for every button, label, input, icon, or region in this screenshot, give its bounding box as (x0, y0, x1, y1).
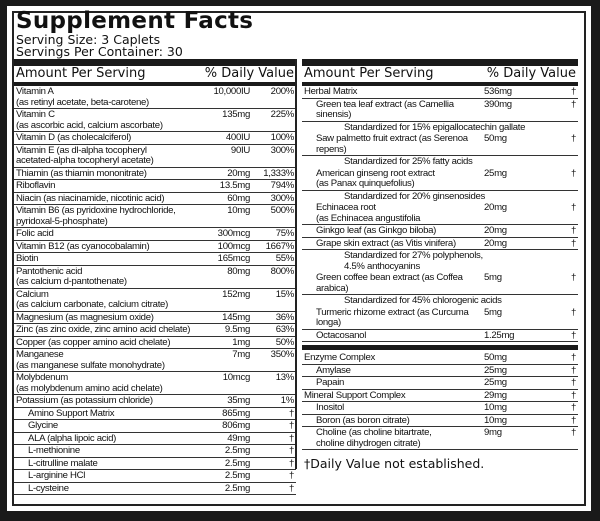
nutrient-row (14, 193, 296, 206)
nutrient-dv: † (570, 306, 576, 318)
nutrient-row (14, 132, 296, 145)
nutrient-amount: 300mcg (217, 228, 250, 239)
nutrient-amount: 135mg (222, 109, 250, 120)
nutrient-name: Boron (as boron citrate) (316, 414, 410, 426)
nutrient-name: Grape skin extract (as Vitis vinifera) (316, 237, 456, 249)
nutrient-dv: 300% (270, 192, 294, 204)
nutrient-name: Amylase (316, 364, 351, 376)
nutrient-name: L-arginine HCl (28, 470, 86, 481)
nutrient-amount: 9mg (484, 427, 502, 438)
nutrient-amount: 50mg (484, 352, 507, 363)
nutrient-row (302, 86, 578, 99)
herbal-matrix-list (302, 86, 578, 342)
nutrient-amount: 5mg (484, 272, 502, 283)
standardization-note: Standardized for 25% fatty acids (344, 156, 473, 167)
nutrient-dv: 500% (270, 205, 294, 216)
nutrient-amount: 865mg (222, 407, 250, 419)
nutrient-name: Vitamin A (as retinyl acetate, beta-carotene) (16, 86, 149, 108)
nutrient-row (14, 312, 296, 325)
nutrient-amount: 10mg (227, 205, 250, 216)
nutrient-name: Zinc (as zinc oxide, zinc amino acid chelate) (16, 324, 191, 335)
nutrient-source: (as molybdenum amino acid chelate) (16, 382, 163, 394)
nutrient-dv: 800% (270, 265, 294, 277)
nutrient-dv: † (570, 237, 576, 249)
nutrient-row (302, 402, 578, 415)
nutrient-row (14, 228, 296, 241)
nutrient-name: L-cysteine (28, 482, 69, 494)
nutrient-row (14, 86, 296, 109)
nutrient-amount: 2.5mg (224, 445, 250, 456)
nutrient-dv: † (288, 420, 294, 431)
nutrient-row (14, 433, 296, 446)
nutrient-dv: † (288, 470, 294, 481)
nutrient-name: L-citrulline malate (28, 457, 98, 469)
nutrient-source: (as Echinacea angustifolia (316, 212, 421, 224)
nutrient-amount: 536mg (484, 86, 512, 97)
nutrient-name: L-methionine (28, 445, 80, 456)
nutrient-amount: 90IU (230, 144, 250, 156)
nutrient-amount: 2.5mg (224, 470, 250, 481)
nutrient-amount: 5mg (484, 306, 502, 318)
nutrient-row (14, 349, 296, 372)
nutrient-row (14, 241, 296, 254)
nutrient-row (302, 427, 578, 450)
nutrient-row (14, 420, 296, 433)
nutrient-name: Biotin (16, 253, 39, 264)
nutrient-dv: † (570, 329, 576, 341)
nutrient-amount: 10,000IU (213, 86, 250, 97)
nutrient-dv: 55% (275, 253, 294, 264)
footnote: †Daily Value not established. (304, 456, 485, 471)
nutrient-dv: 1667% (265, 240, 294, 252)
nutrient-dv: † (288, 482, 294, 494)
nutrient-name: Vitamin D (as cholecalciferol) (16, 132, 132, 143)
nutrient-name: Inositol (316, 402, 344, 413)
nutrient-dv: † (570, 202, 576, 213)
nutrient-name: Green tea leaf extract (as Camellia sinensis) (316, 98, 454, 120)
nutrient-name: Echinacea root (as Echinacea angustifolia (316, 202, 421, 224)
thick-divider (302, 345, 578, 350)
nutrient-source: (as calcium carbonate, calcium citrate) (16, 299, 168, 310)
nutrient-amount: 25mg (484, 364, 507, 376)
nutrient-dv: 350% (270, 349, 294, 360)
nutrient-name: Vitamin B12 (as cyanocobalamin) (16, 240, 150, 252)
supplement-facts-label (7, 6, 591, 511)
nutrient-row (14, 408, 296, 421)
nutrient-source: (as calcium d-pantothenate) (16, 276, 127, 287)
nutrient-dv: † (570, 427, 576, 438)
nutrient-dv: † (570, 389, 576, 401)
nutrient-name: Papain (316, 377, 345, 388)
nutrient-dv: † (570, 377, 576, 388)
nutrient-row (14, 145, 296, 168)
column-divider (295, 59, 297, 469)
nutrient-name: ALA (alpha lipoic acid) (28, 432, 117, 444)
nutrient-amount: 20mg (484, 202, 507, 213)
nutrient-dv: † (570, 414, 576, 426)
thick-divider (14, 59, 296, 66)
nutrient-row (14, 253, 296, 266)
nutrient-dv: 225% (270, 109, 294, 120)
nutrient-amount: 10mcg (222, 372, 250, 383)
nutrient-amount: 25mg (484, 377, 507, 388)
nutrient-amount: 390mg (484, 98, 512, 110)
nutrient-name: Saw palmetto fruit extract (as Serenoa repens) (316, 133, 468, 155)
nutrient-source: acetated-alpha tocopheryl acetate) (16, 155, 154, 166)
nutrient-row (14, 168, 296, 181)
nutrient-name: Niacin (as niacinamide, nicotinic acid) (16, 192, 165, 204)
vitamin-mineral-list (14, 86, 296, 408)
nutrient-amount: 10mg (484, 414, 507, 426)
nutrient-dv: 100% (270, 132, 294, 143)
nutrient-row (302, 99, 578, 122)
nutrient-name: Glycine (28, 420, 58, 431)
thick-divider (302, 59, 578, 66)
amount-header: Amount Per Serving (304, 66, 434, 81)
nutrient-name: American ginseng root extract (as Panax quinquefolius) (316, 167, 435, 189)
nutrient-amount: 2.5mg (224, 482, 250, 494)
nutrient-amount: 50mg (484, 133, 507, 144)
nutrient-row (302, 272, 578, 295)
nutrient-row (302, 377, 578, 390)
nutrient-amount: 20mg (484, 225, 507, 236)
nutrient-amount: 100mcg (217, 240, 250, 252)
nutrient-dv: † (570, 352, 576, 363)
nutrient-amount: 9.5mg (224, 324, 250, 335)
nutrient-dv: † (570, 133, 576, 144)
nutrient-dv: 200% (270, 86, 294, 97)
serving-size: Serving Size: 3 Caplets (16, 32, 161, 47)
standardization-note: Standardized for 27% polyphenols, 4.5% anthocyanins (344, 250, 483, 272)
standardization-note: Standardized for 45% chlorogenic acids (344, 295, 502, 306)
nutrient-row (14, 372, 296, 395)
complex-list (302, 352, 578, 450)
nutrient-row (14, 266, 296, 289)
nutrient-name: Choline (as choline bitartrate, choline dihydrogen citrate) (316, 427, 432, 449)
nutrient-row (302, 202, 578, 225)
standardization-note: Standardized for 20% ginsenosides (344, 190, 486, 202)
nutrient-row (14, 289, 296, 312)
nutrient-dv: 63% (275, 324, 294, 335)
amount-header: Amount Per Serving (16, 66, 146, 81)
nutrient-name: Pantothenic acid (as calcium d-pantothenate) (16, 265, 127, 287)
nutrient-amount: 20mg (484, 237, 507, 249)
nutrient-amount: 20mg (227, 167, 250, 179)
nutrient-row (302, 133, 578, 156)
nutrient-name: Thiamin (as thiamin mononitrate) (16, 167, 147, 179)
column-header (302, 66, 578, 86)
nutrient-amount: 400IU (225, 132, 250, 143)
nutrient-name: Amino Support Matrix (28, 407, 115, 419)
nutrient-dv: † (570, 364, 576, 376)
nutrient-row (14, 395, 296, 408)
nutrient-row (302, 225, 578, 238)
nutrient-dv: † (570, 98, 576, 110)
nutrient-source: pyridoxal-5-phosphate) (16, 215, 108, 227)
nutrient-source: (as retinyl acetate, beta-carotene) (16, 96, 149, 108)
nutrient-dv: † (288, 407, 294, 419)
dv-header: % Daily Value (486, 66, 576, 81)
nutrient-row (14, 470, 296, 483)
nutrient-source: (as Panax quinquefolius) (316, 178, 415, 189)
nutrient-amount: 13.5mg (219, 180, 250, 191)
servings-per-container: Servings Per Container: 30 (16, 44, 183, 59)
label-title: Supplement Facts (16, 8, 254, 34)
nutrient-name: Enzyme Complex (304, 352, 375, 363)
nutrient-row (302, 415, 578, 428)
nutrient-amount: 80mg (227, 265, 250, 277)
nutrient-name: Mineral Support Complex (304, 389, 406, 401)
nutrient-name: Vitamin E (as dl-alpha tocopheryl acetated-alpha tocopheryl acetate) (16, 144, 154, 166)
nutrient-dv: 75% (275, 228, 294, 239)
nutrient-amount: 7mg (232, 349, 250, 360)
nutrient-amount: 145mg (222, 311, 250, 323)
nutrient-dv: † (570, 402, 576, 413)
nutrient-row (14, 205, 296, 228)
nutrient-dv: 36% (275, 311, 294, 323)
nutrient-name: Potassium (as potassium chloride) (16, 395, 153, 406)
dv-header: % Daily Value (204, 66, 294, 81)
nutrient-dv: † (570, 86, 576, 97)
nutrient-dv: 15% (275, 288, 294, 300)
nutrient-name: Turmeric rhizome extract (as Curcuma longa) (316, 306, 469, 328)
nutrient-amount: 29mg (484, 389, 507, 401)
right-column (302, 59, 578, 471)
nutrient-dv: † (570, 167, 576, 179)
nutrient-amount: 806mg (222, 420, 250, 431)
nutrient-row (14, 483, 296, 496)
nutrient-row (302, 352, 578, 365)
nutrient-dv: 1% (280, 395, 294, 406)
nutrient-amount: 10mg (484, 402, 507, 413)
nutrient-row (302, 238, 578, 251)
nutrient-amount: 152mg (222, 288, 250, 300)
nutrient-row (14, 445, 296, 458)
nutrient-dv: 300% (270, 144, 294, 156)
nutrient-amount: 2.5mg (224, 457, 250, 469)
nutrient-row (302, 390, 578, 403)
nutrient-dv: † (288, 445, 294, 456)
nutrient-name: Riboflavin (16, 180, 56, 191)
nutrient-name: Ginkgo leaf (as Ginkgo biloba) (316, 225, 437, 236)
nutrient-row (14, 109, 296, 132)
nutrient-dv: 1,333% (263, 167, 294, 179)
nutrient-name: Vitamin B6 (as pyridoxine hydrochloride, pyridoxal-5-phosphate) (16, 205, 176, 227)
left-column (14, 59, 296, 495)
nutrient-name: Manganese (as manganese sulfate monohydrate) (16, 349, 165, 371)
nutrient-amount: 1mg (232, 336, 250, 348)
nutrient-row (14, 324, 296, 337)
nutrient-dv: † (288, 457, 294, 469)
standardization-note: Standardized for 15% epigallocatechin gallate (344, 121, 526, 133)
nutrient-row (302, 168, 578, 191)
nutrient-row (302, 307, 578, 330)
nutrient-source: (as ascorbic acid, calcium ascorbate) (16, 119, 163, 131)
nutrient-amount: 165mcg (217, 253, 250, 264)
nutrient-source: (as manganese sulfate monohydrate) (16, 359, 165, 371)
nutrient-dv: 13% (275, 372, 294, 383)
nutrient-amount: 35mg (227, 395, 250, 406)
nutrient-name: Calcium (as calcium carbonate, calcium citrate) (16, 288, 168, 310)
nutrient-amount: 60mg (227, 192, 250, 204)
nutrient-dv: 794% (270, 180, 294, 191)
amino-matrix-list (14, 408, 296, 496)
nutrient-amount: 25mg (484, 167, 507, 179)
nutrient-dv: 50% (275, 336, 294, 348)
nutrient-name: Herbal Matrix (304, 86, 358, 97)
nutrient-name: Folic acid (16, 228, 54, 239)
nutrient-amount: 1.25mg (484, 329, 515, 341)
nutrient-name: Molybdenum (as molybdenum amino acid chelate) (16, 372, 163, 394)
nutrient-dv: † (288, 432, 294, 444)
nutrient-name: Green coffee bean extract (as Coffea arabica) (316, 272, 463, 294)
nutrient-row (14, 458, 296, 471)
nutrient-dv: † (570, 225, 576, 236)
nutrient-name: Vitamin C (as ascorbic acid, calcium ascorbate) (16, 109, 163, 131)
nutrient-row (302, 365, 578, 378)
nutrient-name: Octacosanol (316, 329, 367, 341)
nutrient-row (302, 330, 578, 343)
nutrient-source: choline dihydrogen citrate) (316, 437, 421, 449)
nutrient-amount: 49mg (227, 432, 250, 444)
nutrient-name: Magnesium (as magnesium oxide) (16, 311, 154, 323)
nutrient-row (14, 337, 296, 350)
nutrient-row (14, 180, 296, 193)
nutrient-dv: † (570, 272, 576, 283)
column-header (14, 66, 296, 86)
nutrient-name: Copper (as copper amino acid chelate) (16, 336, 171, 348)
